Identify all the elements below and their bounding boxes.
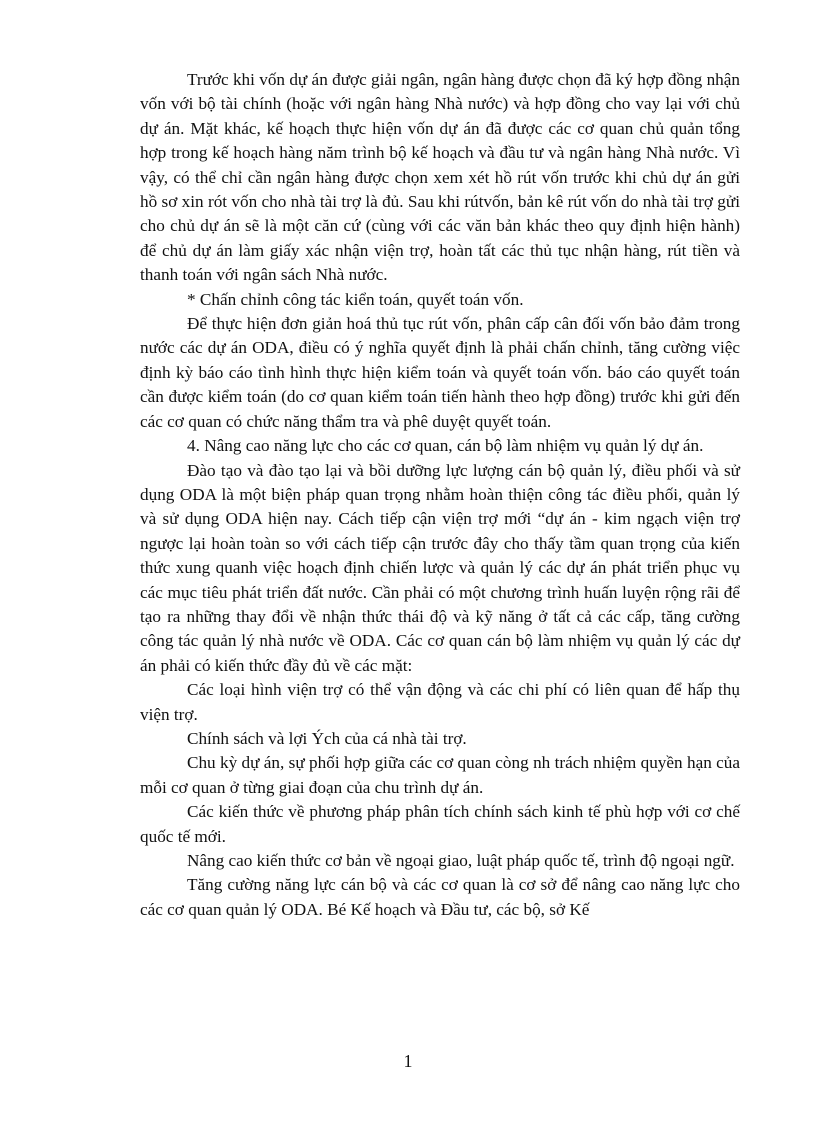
list-item-project-cycle: Chu kỳ dự án, sự phối hợp giữa các cơ quan còng nh trách nhiệm quyền hạn của mỗi cơ quan ở từng giai đoạn của chu trình dự án. [140, 753, 740, 797]
paragraph-audit-heading: * Chấn chỉnh công tác kiển toán, quyết toán vốn. [187, 289, 524, 309]
section-heading-capacity: 4. Nâng cao năng lực cho các cơ quan, cán bộ làm nhiệm vụ quản lý dự án. [187, 436, 704, 456]
paragraph-disbursement: Trước khi vốn dự án được giải ngân, ngân hàng được chọn đã ký hợp đồng nhận vốn với bộ tài chính (hoặc với ngân hàng Nhà nước) và hợp đồng cho vay lại với chủ dự án. Mặt khác, kế hoạch thực hiện vốn dự án đã được các cơ quan chủ quản tổng hợp trong kế hoạch hàng năm trình bộ kế hoạch và đầu tư và ngân hàng Nhà nước. Vì vậy, có thể chỉ cần ngân hàng được chọn xem xét hồ rút vốn trước khi chủ dự án gửi hồ sơ xin rót vốn cho nhà tài trợ là đủ. Sau khi rútvốn, bản kê rút vốn do nhà tài trợ gửi cho chủ dự án sẽ là một căn cứ (cùng với các văn bản khác theo quy định hiện hành) để chủ dự án làm giấy xác nhận viện trợ, hoàn tất các thủ tục nhận hàng, rút tiền và thanh toán với ngân sách Nhà nước. [140, 70, 740, 285]
list-item-economic-analysis: Các kiến thức về phương pháp phân tích chính sách kinh tế phù hợp với cơ chế quốc tế mới. [140, 802, 740, 846]
document-body [140, 68, 740, 922]
list-item-aid-types: Các loại hình viện trợ có thể vận động và các chi phí có liên quan để hấp thụ viện trợ. [140, 680, 740, 724]
paragraph-training: Đào tạo và đào tạo lại và bồi dưỡng lực lượng cán bộ quản lý, điều phối và sử dụng ODA là một biện pháp quan trọng nhằm hoàn thiện công tác điều phối, quản lý và sử dụng ODA hiện nay. Cách tiếp cận viện trợ mới “dự án - kim ngạch viện trợ ngược lại hoàn toàn so với cách tiếp cận trước đây cho thấy tầm quan trọng của kiến thức xung quanh việc hoạch định chiến lược và quản lý các dự án phát triển phục vụ các mục tiêu phát triển đất nước. Cần phải có một chương trình huấn luyện rộng rãi để tạo ra những thay đổi về nhận thức thái độ và kỹ năng ở tất cả các cấp, tăng cường công tác quản lý nhà nước về ODA. Các cơ quan cán bộ làm nhiệm vụ quản lý các dự án phải có kiến thức đầy đủ về các mặt: [140, 460, 740, 675]
page-number: 1 [403, 1051, 413, 1071]
paragraph-capacity-building: Tăng cường năng lực cán bộ và các cơ quan là cơ sở để nâng cao năng lực cho các cơ quan quản lý ODA. Bé Kế hoạch và Đầu tư, các bộ, sở Kế [140, 875, 740, 919]
list-item-donor-policy: Chính sách và lợi Ých của cá nhà tài trợ. [187, 728, 467, 748]
paragraph-audit-body: Để thực hiện đơn giản hoá thủ tục rút vốn, phân cấp cân đối vốn bảo đảm trong nước các dự án ODA, điều có ý nghĩa quyết định là phải chấn chỉnh, tăng cường việc định kỳ báo cáo tình hình thực hiện kiểm toán và quyết toán vốn. báo cáo quyết toán cần được kiểm toán (do cơ quan kiểm toán tiến hành theo hợp đồng) trước khi gửi đến các cơ quan có chức năng thẩm tra và phê duyệt quyết toán. [140, 314, 740, 431]
list-item-diplomacy-law: Nâng cao kiến thức cơ bản về ngoại giao, luật pháp quốc tế, trình độ ngoại ngữ. [187, 851, 735, 870]
